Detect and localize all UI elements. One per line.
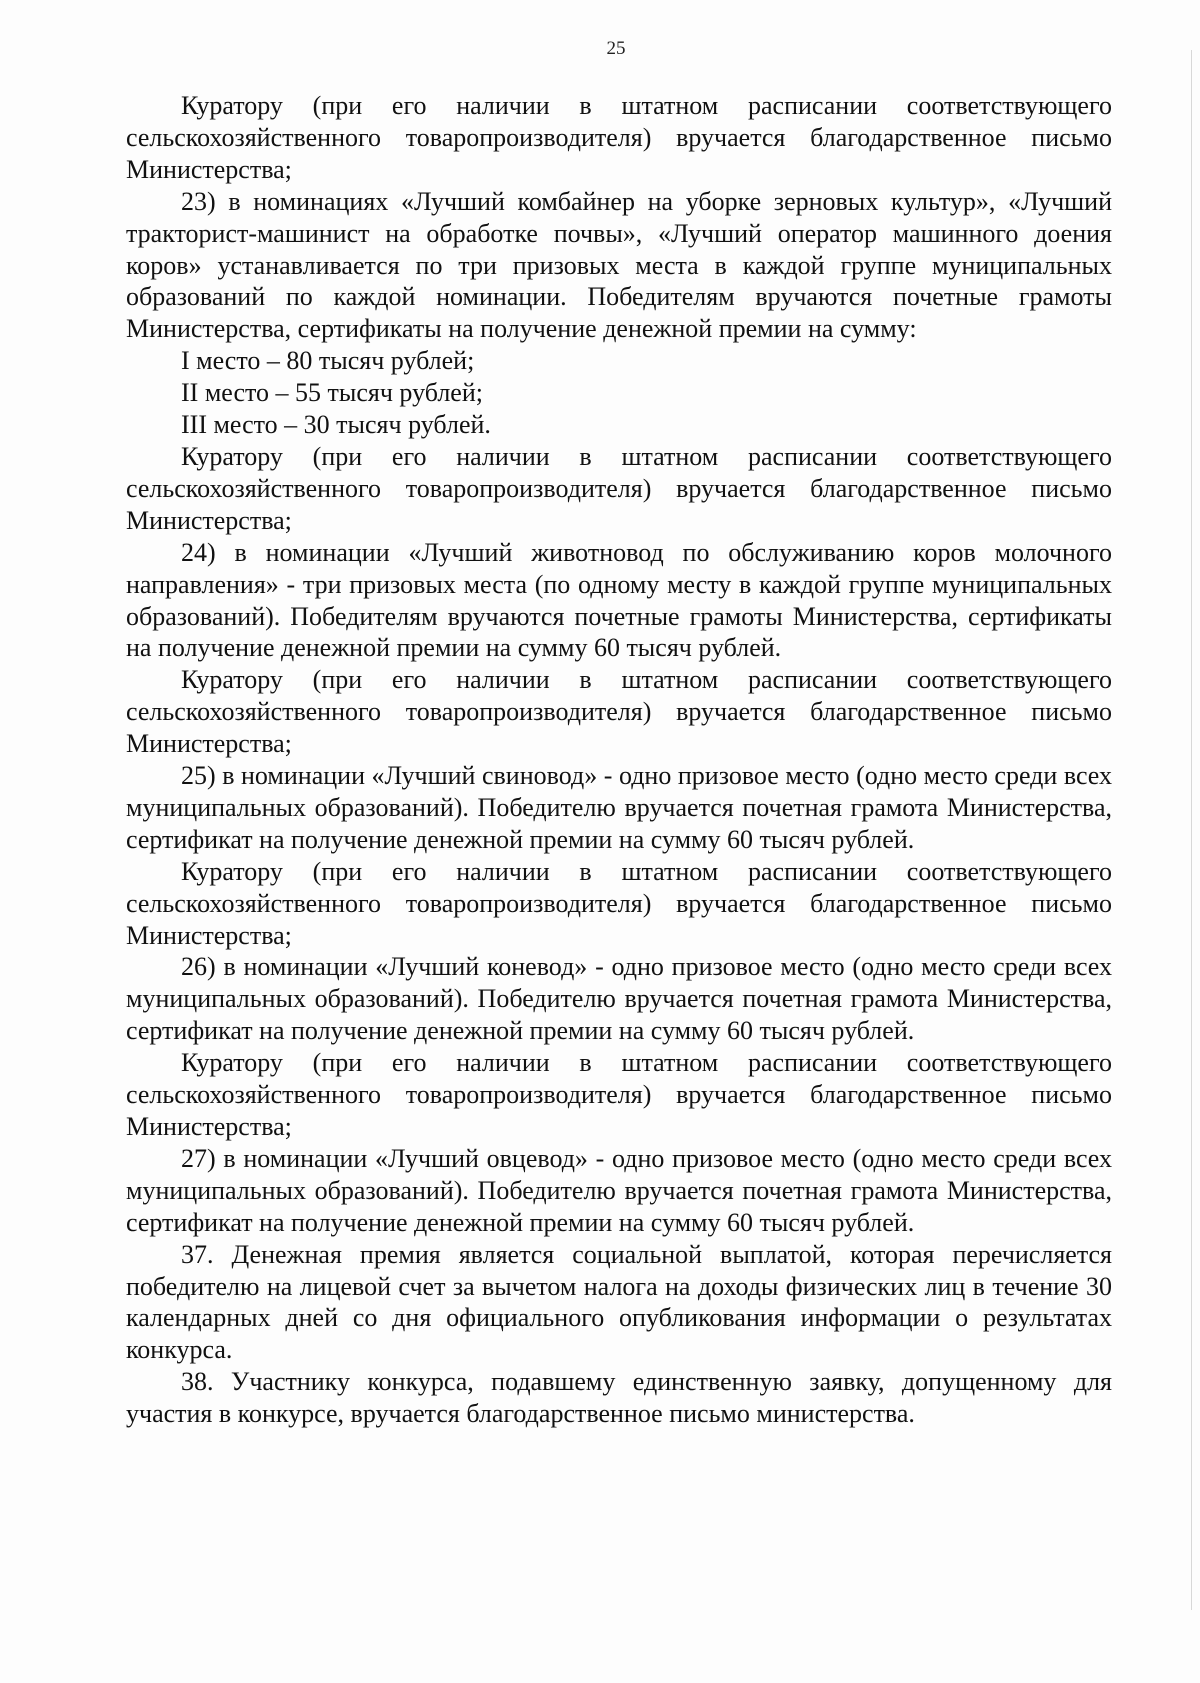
page-number: 25: [606, 38, 626, 59]
paragraph-item-25: 25) в номинации «Лучший свиновод» - одно призовое место (одно место среди всех муниципальных образований). Победителю вручается почетная грамота Министерства, сертификат на получение денежной премии на сумму 60 тысяч рублей.: [126, 761, 1112, 854]
paragraph-item-26: 26) в номинации «Лучший коневод» - одно призовое место (одно место среди всех муниципальных образований). Победителю вручается почетная грамота Министерства, сертификат на получение денежной премии на сумму 60 тысяч рублей.: [126, 952, 1112, 1046]
document-body: [126, 90, 1112, 1430]
paragraph-curator-4: Куратору (при его наличии в штатном расписании соответствующего сельскохозяйственного товаропроизводителя) вручается благодарственное письмо Министерства;: [126, 856, 1112, 950]
paragraph-curator-3: Куратору (при его наличии в штатном расписании соответствующего сельскохозяйственного товаропроизводителя) вручается благодарственное письмо Министерства;: [126, 665, 1112, 759]
scan-edge-line: [1191, 50, 1192, 1610]
paragraph-curator-5: Куратору (при его наличии в штатном расписании соответствующего сельскохозяйственного товаропроизводителя) вручается благодарственное письмо Министерства;: [126, 1048, 1112, 1141]
prize-place-1: I место – 80 тысяч рублей;: [181, 346, 475, 376]
paragraph-item-37: 37. Денежная премия является социальной выплатой, которая перечисляется победителю на лицевой счет за вычетом налога на доходы физических лиц в течение 30 календарных дней со дня официального опубликования информации о результатах конкурса.: [126, 1239, 1112, 1365]
paragraph-item-24: 24) в номинации «Лучший животновод по обслуживанию коров молочного направления» - три призовых места (по одному месту в каждой группе муниципальных образований). Победителям вручаются почетные грамоты Министерства, сертификаты на получение денежной премии на сумму 60 тысяч рублей.: [126, 537, 1112, 663]
paragraph-item-23: 23) в номинациях «Лучший комбайнер на уборке зерновых культур», «Лучший тракторист-машинист на обработке почвы», «Лучший оператор машинного доения коров» устанавливается по три призовых места в каждой группе муниципальных образований по каждой номинации. Победителям вручаются почетные грамоты Министерства, сертификаты на получение денежной премии на сумму:: [126, 186, 1112, 344]
paragraph-curator-2: Куратору (при его наличии в штатном расписании соответствующего сельскохозяйственного товаропроизводителя) вручается благодарственное письмо Министерства;: [126, 441, 1112, 535]
prize-place-2: II место – 55 тысяч рублей;: [181, 378, 483, 408]
prize-place-3: III место – 30 тысяч рублей.: [181, 410, 491, 440]
paragraph-item-38: 38. Участнику конкурса, подавшему единственную заявку, допущенному для участия в конкурсе, вручается благодарственное письмо министерства.: [126, 1367, 1112, 1429]
paragraph-curator-1: Куратору (при его наличии в штатном расписании соответствующего сельскохозяйственного товаропроизводителя) вручается благодарственное письмо Министерства;: [126, 91, 1112, 184]
paragraph-item-27: 27) в номинации «Лучший овцевод» - одно призовое место (одно место среди всех муниципальных образований). Победителю вручается почетная грамота Министерства, сертификат на получение денежной премии на сумму 60 тысяч рублей.: [126, 1143, 1112, 1237]
